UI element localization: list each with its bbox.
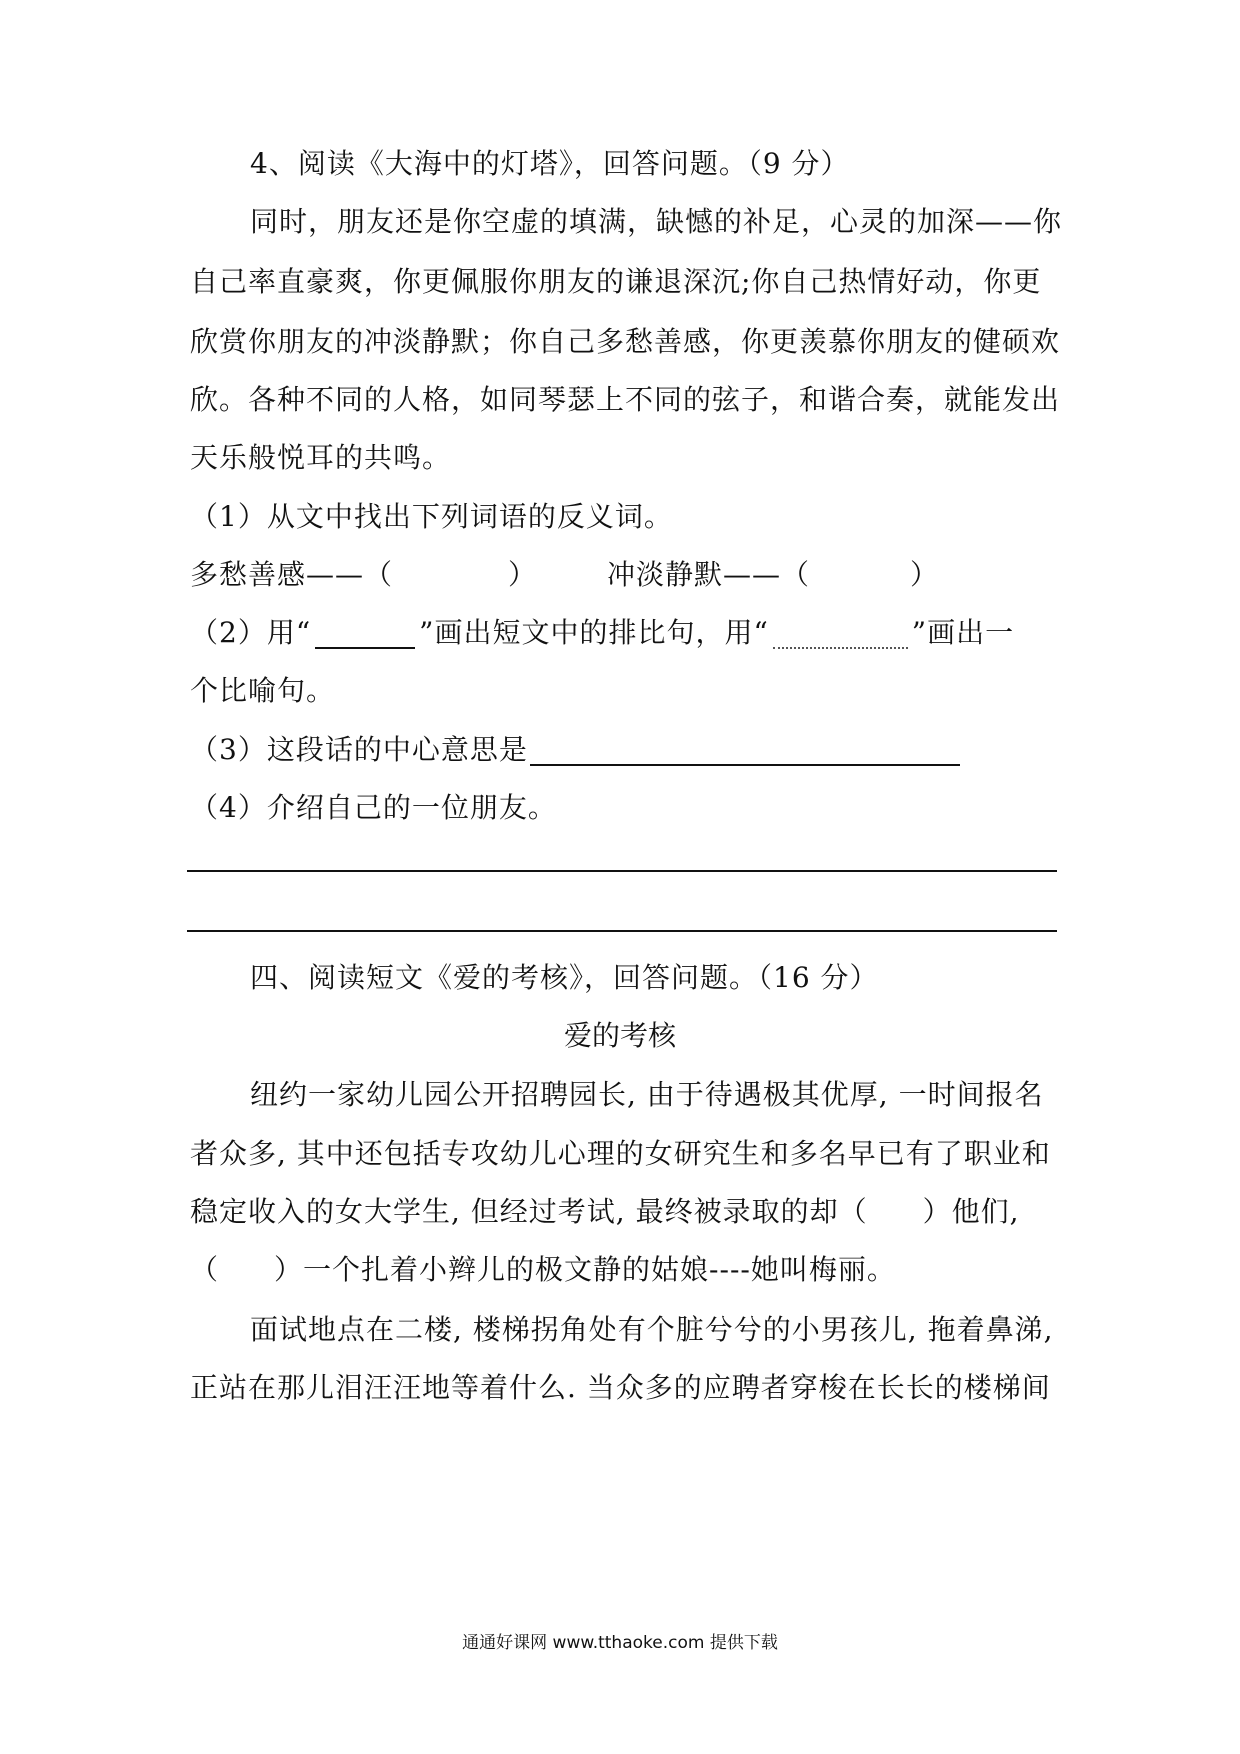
sub-question-4: （4）介绍自己的一位朋友。: [190, 791, 557, 824]
passage-line: 正站在那儿泪汪汪地等着什么. 当众多的应聘者穿梭在长长的楼梯间: [190, 1371, 1051, 1404]
passage-line: 自己率直豪爽，你更佩服你朋友的谦退深沉;你自己热情好动，你更: [190, 265, 1042, 298]
sub3-text: （3）这段话的中心意思是: [190, 733, 528, 766]
passage-line: 者众多, 其中还包括专攻幼儿心理的女研究生和多名早已有了职业和: [190, 1137, 1051, 1170]
sub2-text-c: ”画出一: [911, 616, 1015, 649]
passage-line: [190, 1250, 896, 1290]
passage-line: 欣。各种不同的人格，如同琴瑟上不同的弦子，和谐合奏，就能发出: [190, 383, 1061, 416]
wavy-underline-sample: [773, 621, 908, 649]
sub2-text-a: （2）用“: [190, 616, 312, 649]
antonym-item-a: 多愁善感——（: [190, 558, 394, 591]
sub-question-2: [190, 613, 1014, 653]
answer-line-4b[interactable]: [187, 930, 1057, 932]
solid-underline-sample: [315, 621, 415, 649]
footer-credit: 通通好课网 www.tthaoke.com 提供下载: [462, 1633, 778, 1653]
passage-line: 纽约一家幼儿园公开招聘园长, 由于待遇极其优厚, 一时间报名: [250, 1078, 1044, 1111]
answer-line-4a[interactable]: [187, 870, 1057, 872]
sub-question-2-cont: 个比喻句。: [190, 674, 336, 707]
passage-line: 面试地点在二楼, 楼梯拐角处有个脏兮兮的小男孩儿, 拖着鼻涕,: [250, 1313, 1054, 1346]
passage-line: 欣赏你朋友的冲淡静默；你自己多愁善感，你更羡慕你朋友的健硕欢: [190, 325, 1061, 358]
passage-title: 爱的考核: [563, 1019, 676, 1052]
passage-line: 同时，朋友还是你空虚的填满，缺憾的补足，心灵的加深——你: [250, 205, 1063, 238]
passage-line: 天乐般悦耳的共鸣。: [190, 441, 452, 474]
answer-line-3[interactable]: [530, 738, 960, 766]
antonym-item-b: 冲淡静默——（: [607, 558, 811, 591]
question-4-heading: 4、阅读《大海中的灯塔》，回答问题。（9 分）: [250, 147, 850, 180]
section-4-heading: 四、阅读短文《爱的考核》，回答问题。（16 分）: [250, 961, 879, 994]
passage-line: [190, 1192, 1020, 1232]
line3-text-a: 稳定收入的女大学生, 但经过考试, 最终被录取的却（: [190, 1195, 868, 1228]
sub2-text-b: ”画出短文中的排比句，用“: [419, 616, 769, 649]
line3-text-b: ）他们,: [922, 1195, 1020, 1228]
antonym-row: [190, 555, 939, 595]
paren-close: ）: [508, 558, 538, 591]
paren-close: ）: [910, 558, 940, 591]
sub-question-1: （1）从文中找出下列词语的反义词。: [190, 500, 673, 533]
line4-text-b: ）一个扎着小辫儿的极文静的姑娘----她叫梅丽。: [274, 1253, 896, 1286]
line4-text-a: （: [190, 1253, 220, 1286]
sub-question-3: [190, 730, 960, 770]
